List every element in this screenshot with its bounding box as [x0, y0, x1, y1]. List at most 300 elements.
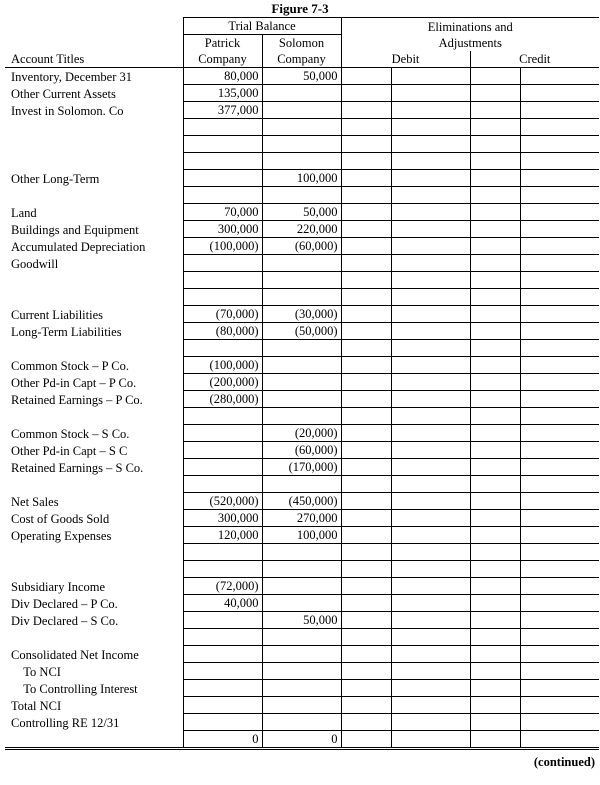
account-title-cell: Goodwill — [5, 255, 183, 272]
patrick-amount-cell: 70,000 — [183, 204, 262, 221]
credit-amount-cell — [520, 561, 599, 578]
patrick-amount-cell — [183, 340, 262, 357]
credit-ref-cell — [470, 731, 520, 749]
solomon-amount-cell — [262, 255, 341, 272]
solomon-amount-cell: (30,000) — [262, 306, 341, 323]
patrick-amount-cell: (100,000) — [183, 238, 262, 255]
credit-amount-cell — [520, 221, 599, 238]
table-row — [5, 697, 599, 714]
account-title-cell — [5, 561, 183, 578]
credit-amount-cell — [520, 238, 599, 255]
account-title-cell — [5, 476, 183, 493]
credit-ref-cell — [470, 561, 520, 578]
debit-amount-cell — [391, 153, 470, 170]
debit-amount-cell — [391, 238, 470, 255]
patrick-amount-cell — [183, 170, 262, 187]
credit-amount-cell — [520, 527, 599, 544]
debit-amount-cell — [391, 527, 470, 544]
trial-balance-header: Trial Balance — [183, 18, 341, 35]
credit-ref-cell — [470, 272, 520, 289]
credit-ref-cell — [470, 595, 520, 612]
eliminations-header: Eliminations and — [341, 18, 599, 35]
solomon-amount-cell: 100,000 — [262, 170, 341, 187]
solomon-amount-cell — [262, 391, 341, 408]
credit-amount-cell — [520, 153, 599, 170]
account-title-cell: Buildings and Equipment — [5, 221, 183, 238]
solomon-amount-cell — [262, 408, 341, 425]
debit-amount-cell — [391, 544, 470, 561]
patrick-amount-cell: (72,000) — [183, 578, 262, 595]
debit-ref-cell — [341, 374, 391, 391]
debit-ref-cell — [341, 85, 391, 102]
credit-ref-cell — [470, 306, 520, 323]
credit-amount-cell — [520, 68, 599, 85]
patrick-amount-cell — [183, 459, 262, 476]
credit-ref-cell — [470, 391, 520, 408]
debit-amount-cell — [391, 391, 470, 408]
account-title-cell: Net Sales — [5, 493, 183, 510]
table-row — [5, 459, 599, 476]
credit-amount-cell — [520, 204, 599, 221]
debit-ref-cell — [341, 153, 391, 170]
debit-amount-cell — [391, 578, 470, 595]
patrick-amount-cell: 80,000 — [183, 68, 262, 85]
debit-amount-cell — [391, 289, 470, 306]
debit-amount-cell — [391, 629, 470, 646]
credit-amount-cell — [520, 510, 599, 527]
account-title-cell: Other Pd-in Capt – S C — [5, 442, 183, 459]
solomon-amount-cell — [262, 102, 341, 119]
solomon-amount-cell — [262, 289, 341, 306]
account-title-cell: Cost of Goods Sold — [5, 510, 183, 527]
solomon-amount-cell — [262, 272, 341, 289]
credit-ref-cell — [470, 255, 520, 272]
table-row — [5, 221, 599, 238]
debit-amount-cell — [391, 323, 470, 340]
account-title-cell: Long-Term Liabilities — [5, 323, 183, 340]
table-row — [5, 544, 599, 561]
credit-ref-cell — [470, 340, 520, 357]
debit-amount-cell — [391, 357, 470, 374]
patrick-amount-cell — [183, 612, 262, 629]
account-title-cell: Invest in Solomon. Co — [5, 102, 183, 119]
patrick-amount-cell: (70,000) — [183, 306, 262, 323]
credit-ref-cell — [470, 323, 520, 340]
account-title-cell: Common Stock – S Co. — [5, 425, 183, 442]
debit-ref-cell — [341, 544, 391, 561]
credit-amount-cell — [520, 459, 599, 476]
table-row — [5, 374, 599, 391]
account-title-cell: To NCI — [5, 663, 183, 680]
debit-ref-cell — [341, 629, 391, 646]
table-row — [5, 663, 599, 680]
account-title-cell — [5, 340, 183, 357]
table-row — [5, 408, 599, 425]
account-title-cell: Accumulated Depreciation — [5, 238, 183, 255]
debit-amount-cell — [391, 697, 470, 714]
debit-amount-cell — [391, 187, 470, 204]
account-title-cell — [5, 153, 183, 170]
debit-amount-cell — [391, 374, 470, 391]
debit-ref-cell — [341, 680, 391, 697]
solomon-amount-cell — [262, 629, 341, 646]
account-title-cell: Total NCI — [5, 697, 183, 714]
table-row — [5, 629, 599, 646]
account-title-cell: Retained Earnings – P Co. — [5, 391, 183, 408]
debit-amount-cell — [391, 493, 470, 510]
table-row — [5, 527, 599, 544]
solomon-amount-cell: 50,000 — [262, 612, 341, 629]
table-row — [5, 323, 599, 340]
debit-ref-cell — [341, 731, 391, 749]
table-row — [5, 289, 599, 306]
credit-ref-cell — [470, 408, 520, 425]
solomon-amount-cell — [262, 646, 341, 663]
debit-ref-cell — [341, 612, 391, 629]
credit-amount-cell — [520, 663, 599, 680]
table-row — [5, 204, 599, 221]
account-title-cell — [5, 289, 183, 306]
table-row — [5, 170, 599, 187]
patrick-amount-cell — [183, 680, 262, 697]
credit-amount-cell — [520, 85, 599, 102]
patrick-amount-cell: 300,000 — [183, 221, 262, 238]
debit-ref-cell — [341, 289, 391, 306]
debit-amount-cell — [391, 680, 470, 697]
credit-ref-cell — [470, 629, 520, 646]
patrick-amount-cell: 0 — [183, 731, 262, 749]
debit-ref-cell — [341, 170, 391, 187]
solomon-amount-cell — [262, 340, 341, 357]
account-title-cell: Div Declared – P Co. — [5, 595, 183, 612]
debit-ref-cell — [341, 425, 391, 442]
credit-amount-cell — [520, 697, 599, 714]
credit-amount-cell — [520, 289, 599, 306]
table-row — [5, 102, 599, 119]
credit-ref-cell — [470, 612, 520, 629]
account-titles-header: Account Titles — [5, 51, 183, 68]
solomon-amount-cell — [262, 663, 341, 680]
debit-amount-cell — [391, 204, 470, 221]
credit-amount-cell — [520, 323, 599, 340]
credit-ref-cell — [470, 119, 520, 136]
patrick-amount-cell — [183, 136, 262, 153]
credit-ref-cell — [470, 425, 520, 442]
patrick-amount-cell — [183, 153, 262, 170]
solomon-amount-cell — [262, 374, 341, 391]
debit-ref-cell — [341, 527, 391, 544]
patrick-amount-cell: 377,000 — [183, 102, 262, 119]
solomon-header-line2: Company — [262, 51, 341, 68]
credit-ref-cell — [470, 459, 520, 476]
account-title-cell: Other Long-Term — [5, 170, 183, 187]
debit-amount-cell — [391, 510, 470, 527]
credit-ref-cell — [470, 68, 520, 85]
credit-amount-cell — [520, 102, 599, 119]
patrick-amount-cell — [183, 697, 262, 714]
debit-ref-cell — [341, 646, 391, 663]
debit-amount-cell — [391, 102, 470, 119]
credit-amount-cell — [520, 391, 599, 408]
debit-amount-cell — [391, 731, 470, 749]
figure-title: Figure 7-3 — [271, 1, 329, 16]
debit-ref-cell — [341, 510, 391, 527]
credit-amount-cell — [520, 272, 599, 289]
credit-amount-cell — [520, 374, 599, 391]
patrick-header-line2: Company — [183, 51, 262, 68]
solomon-amount-cell — [262, 697, 341, 714]
account-title-cell: Consolidated Net Income — [5, 646, 183, 663]
debit-ref-cell — [341, 357, 391, 374]
debit-ref-cell — [341, 136, 391, 153]
credit-ref-cell — [470, 510, 520, 527]
debit-ref-cell — [341, 255, 391, 272]
patrick-amount-cell — [183, 442, 262, 459]
account-title-cell: Common Stock – P Co. — [5, 357, 183, 374]
debit-header: Debit — [341, 51, 470, 68]
patrick-header-line1: Patrick — [183, 35, 262, 52]
debit-amount-cell — [391, 595, 470, 612]
account-title-cell — [5, 544, 183, 561]
solomon-amount-cell — [262, 544, 341, 561]
credit-ref-cell — [470, 102, 520, 119]
account-title-cell: Div Declared – S Co. — [5, 612, 183, 629]
account-title-cell: Other Pd-in Capt – P Co. — [5, 374, 183, 391]
solomon-amount-cell: 0 — [262, 731, 341, 749]
patrick-amount-cell — [183, 629, 262, 646]
credit-amount-cell — [520, 340, 599, 357]
table-row — [5, 578, 599, 595]
table-row — [5, 561, 599, 578]
patrick-amount-cell — [183, 646, 262, 663]
credit-ref-cell — [470, 714, 520, 731]
credit-amount-cell — [520, 255, 599, 272]
debit-ref-cell — [341, 697, 391, 714]
patrick-amount-cell: (520,000) — [183, 493, 262, 510]
account-title-cell: Controlling RE 12/31 — [5, 714, 183, 731]
debit-ref-cell — [341, 238, 391, 255]
debit-amount-cell — [391, 85, 470, 102]
table-row — [5, 391, 599, 408]
solomon-amount-cell: (20,000) — [262, 425, 341, 442]
debit-amount-cell — [391, 425, 470, 442]
solomon-amount-cell — [262, 680, 341, 697]
debit-amount-cell — [391, 442, 470, 459]
patrick-amount-cell — [183, 255, 262, 272]
patrick-amount-cell — [183, 119, 262, 136]
table-row — [5, 493, 599, 510]
solomon-amount-cell — [262, 561, 341, 578]
account-title-cell — [5, 187, 183, 204]
adjustments-header: Adjustments — [341, 35, 599, 52]
debit-amount-cell — [391, 170, 470, 187]
patrick-amount-cell: (280,000) — [183, 391, 262, 408]
credit-amount-cell — [520, 646, 599, 663]
debit-amount-cell — [391, 306, 470, 323]
table-row — [5, 425, 599, 442]
patrick-amount-cell — [183, 544, 262, 561]
consolidation-worksheet — [5, 17, 599, 750]
credit-ref-cell — [470, 289, 520, 306]
solomon-amount-cell — [262, 136, 341, 153]
credit-ref-cell — [470, 153, 520, 170]
credit-ref-cell — [470, 85, 520, 102]
patrick-amount-cell — [183, 272, 262, 289]
account-title-cell: Subsidiary Income — [5, 578, 183, 595]
table-row — [5, 612, 599, 629]
solomon-header-line1: Solomon — [262, 35, 341, 52]
credit-ref-cell — [470, 221, 520, 238]
table-row — [5, 119, 599, 136]
table-row — [5, 646, 599, 663]
credit-ref-cell — [470, 544, 520, 561]
debit-ref-cell — [341, 187, 391, 204]
debit-amount-cell — [391, 612, 470, 629]
debit-amount-cell — [391, 714, 470, 731]
solomon-amount-cell — [262, 357, 341, 374]
account-title-cell: Land — [5, 204, 183, 221]
debit-amount-cell — [391, 68, 470, 85]
solomon-amount-cell: 50,000 — [262, 204, 341, 221]
debit-ref-cell — [341, 340, 391, 357]
table-row — [5, 357, 599, 374]
patrick-amount-cell — [183, 425, 262, 442]
table-row — [5, 306, 599, 323]
debit-ref-cell — [341, 663, 391, 680]
debit-ref-cell — [341, 102, 391, 119]
debit-amount-cell — [391, 221, 470, 238]
credit-ref-cell — [470, 663, 520, 680]
debit-amount-cell — [391, 408, 470, 425]
solomon-amount-cell: 220,000 — [262, 221, 341, 238]
credit-ref-cell — [470, 204, 520, 221]
table-row — [5, 595, 599, 612]
debit-amount-cell — [391, 136, 470, 153]
solomon-amount-cell — [262, 85, 341, 102]
account-title-cell: Other Current Assets — [5, 85, 183, 102]
credit-amount-cell — [520, 408, 599, 425]
debit-ref-cell — [341, 391, 391, 408]
debit-amount-cell — [391, 340, 470, 357]
credit-ref-cell — [470, 493, 520, 510]
debit-ref-cell — [341, 119, 391, 136]
account-title-cell: Inventory, December 31 — [5, 68, 183, 85]
debit-ref-cell — [341, 221, 391, 238]
account-title-cell: Retained Earnings – S Co. — [5, 459, 183, 476]
patrick-amount-cell — [183, 663, 262, 680]
table-row — [5, 476, 599, 493]
account-title-cell: Operating Expenses — [5, 527, 183, 544]
patrick-amount-cell: 40,000 — [183, 595, 262, 612]
debit-amount-cell — [391, 272, 470, 289]
credit-ref-cell — [470, 187, 520, 204]
solomon-amount-cell: (50,000) — [262, 323, 341, 340]
table-row — [5, 238, 599, 255]
debit-ref-cell — [341, 714, 391, 731]
credit-ref-cell — [470, 357, 520, 374]
debit-amount-cell — [391, 119, 470, 136]
solomon-amount-cell — [262, 714, 341, 731]
account-title-cell: To Controlling Interest — [5, 680, 183, 697]
patrick-amount-cell — [183, 408, 262, 425]
debit-amount-cell — [391, 646, 470, 663]
table-row — [5, 85, 599, 102]
debit-ref-cell — [341, 561, 391, 578]
solomon-amount-cell — [262, 476, 341, 493]
debit-ref-cell — [341, 493, 391, 510]
debit-ref-cell — [341, 408, 391, 425]
table-row — [5, 340, 599, 357]
patrick-amount-cell — [183, 289, 262, 306]
debit-ref-cell — [341, 323, 391, 340]
credit-ref-cell — [470, 697, 520, 714]
credit-amount-cell — [520, 119, 599, 136]
solomon-amount-cell: (170,000) — [262, 459, 341, 476]
patrick-amount-cell — [183, 561, 262, 578]
credit-amount-cell — [520, 425, 599, 442]
solomon-amount-cell — [262, 153, 341, 170]
table-row — [5, 731, 599, 749]
solomon-amount-cell: 100,000 — [262, 527, 341, 544]
debit-amount-cell — [391, 663, 470, 680]
solomon-amount-cell: (60,000) — [262, 442, 341, 459]
patrick-amount-cell: 120,000 — [183, 527, 262, 544]
credit-ref-cell — [470, 442, 520, 459]
patrick-amount-cell — [183, 714, 262, 731]
credit-amount-cell — [520, 306, 599, 323]
credit-ref-cell — [470, 238, 520, 255]
debit-ref-cell — [341, 204, 391, 221]
credit-amount-cell — [520, 493, 599, 510]
solomon-amount-cell: 50,000 — [262, 68, 341, 85]
debit-amount-cell — [391, 476, 470, 493]
account-title-cell — [5, 272, 183, 289]
credit-amount-cell — [520, 187, 599, 204]
account-title-cell — [5, 629, 183, 646]
credit-ref-cell — [470, 578, 520, 595]
credit-amount-cell — [520, 136, 599, 153]
credit-amount-cell — [520, 442, 599, 459]
debit-ref-cell — [341, 68, 391, 85]
credit-amount-cell — [520, 595, 599, 612]
table-row — [5, 153, 599, 170]
solomon-amount-cell — [262, 595, 341, 612]
patrick-amount-cell — [183, 187, 262, 204]
credit-amount-cell — [520, 544, 599, 561]
credit-amount-cell — [520, 714, 599, 731]
credit-header: Credit — [470, 51, 599, 68]
table-row — [5, 136, 599, 153]
credit-ref-cell — [470, 680, 520, 697]
patrick-amount-cell: (100,000) — [183, 357, 262, 374]
patrick-amount-cell — [183, 476, 262, 493]
debit-amount-cell — [391, 459, 470, 476]
solomon-amount-cell — [262, 187, 341, 204]
account-title-cell — [5, 731, 183, 749]
credit-amount-cell — [520, 357, 599, 374]
table-row — [5, 255, 599, 272]
account-title-cell — [5, 408, 183, 425]
account-title-cell — [5, 119, 183, 136]
debit-ref-cell — [341, 272, 391, 289]
credit-ref-cell — [470, 374, 520, 391]
debit-ref-cell — [341, 459, 391, 476]
debit-ref-cell — [341, 442, 391, 459]
credit-amount-cell — [520, 731, 599, 749]
credit-amount-cell — [520, 680, 599, 697]
solomon-amount-cell — [262, 578, 341, 595]
credit-ref-cell — [470, 476, 520, 493]
